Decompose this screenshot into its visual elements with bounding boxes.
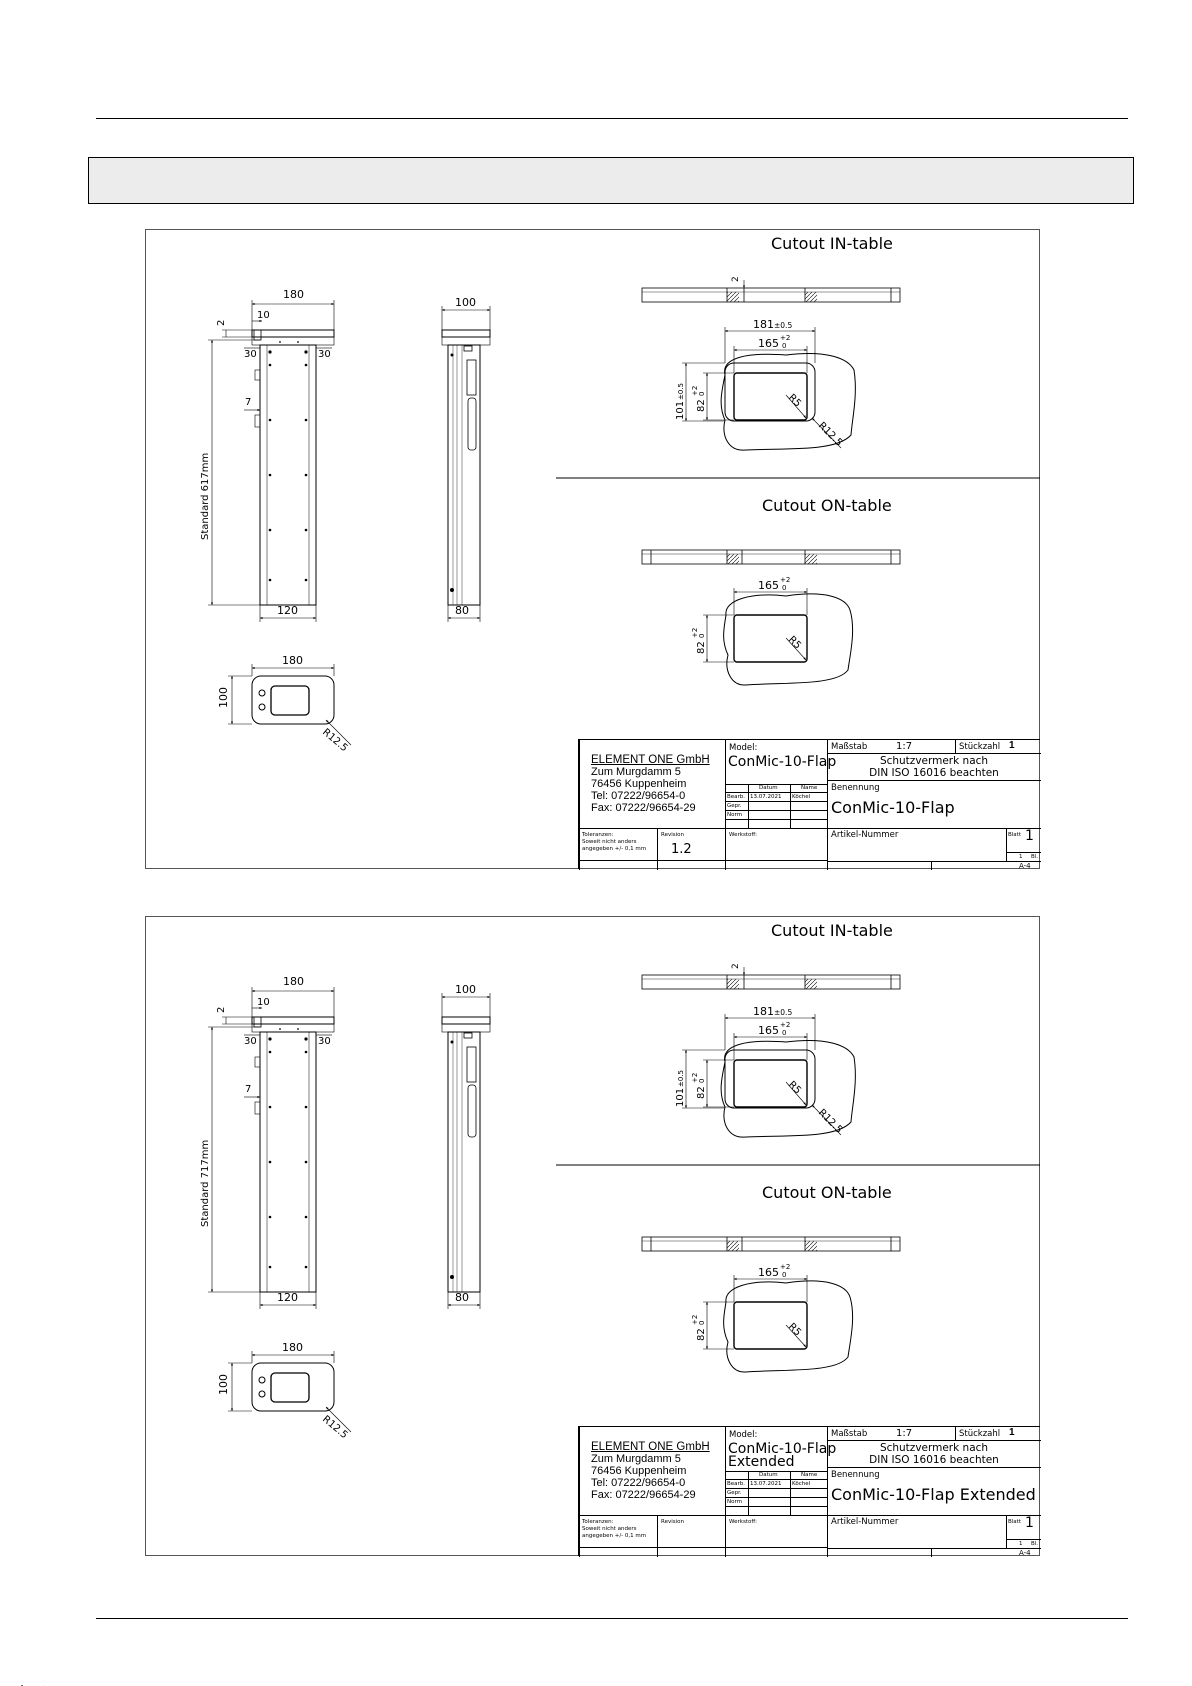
werkstoff-label: Werkstoff: [729,832,757,838]
cutout-in-inner-h: 82 [696,399,707,412]
cutout-on-inner-h-tol-lower: 0 [698,1320,706,1325]
company-street: Zum Murgdamm 5 [591,1453,681,1465]
cutout-in-outer-w-tol: ±0.5 [774,321,793,330]
cutout-on-inner-h-tol-lower: 0 [698,633,706,638]
top-view-screen [271,686,309,715]
front-margin-right-label: 30 [318,1036,331,1047]
company-fax: Fax: 07222/96654-29 [591,1489,696,1501]
side-view [442,306,490,622]
massstab-label: Maßstab [831,1429,868,1439]
cutout-in-outer-h: 101 [675,400,686,420]
cutout-on-r-inner: R5 [785,1321,804,1339]
company-tel: Tel: 07222/96654-0 [591,1477,686,1489]
cutout-in-tol-lower: 0 [782,342,787,350]
datum-label: Datum [759,785,778,791]
front-top-plate [252,330,334,337]
model-line-1: ConMic-10-Flap [728,754,837,770]
side-top-plate [442,330,490,337]
front-margin-left-label: 30 [244,1036,257,1047]
title-block [578,1426,1040,1556]
company-address [591,1441,710,1501]
cutout-in-tol-upper: +2 [780,1021,791,1029]
side-slot [468,1085,476,1137]
cutout-on-section-view [642,550,900,564]
cutout-on-tol-lower: 0 [782,1271,787,1279]
cutout-in-tol-lower: 0 [782,1029,787,1037]
blatt-of: 1 [1019,854,1023,860]
company-street: Zum Murgdamm 5 [591,766,681,778]
side-view [442,993,490,1309]
revision-value: 1.2 [671,842,692,857]
company-address [591,754,710,814]
front-dimensions [208,300,334,622]
front-screw-dots [268,341,307,581]
side-connector-panel [467,1047,476,1082]
drawing-sheet-2 [145,916,1040,1556]
top-view-button-1 [259,1377,265,1383]
front-step-label: 7 [245,397,252,408]
cutout-on-title: Cutout ON-table [762,496,892,515]
tol-line-3: angegeben +/- 0,1 mm [582,1533,647,1539]
front-connector [254,330,261,340]
drawing-sheet-1 [145,229,1040,869]
blatt-value: 1 [1025,828,1034,844]
cutout-on-tol-lower: 0 [782,584,787,592]
model-label: Model: [729,1430,758,1440]
tolerance-note [582,832,646,853]
header-bar [88,157,1134,204]
front-offset-label: 10 [257,310,270,321]
cutout-in-section-view [642,967,900,989]
blatt-label: Blatt [1008,1519,1021,1525]
top-height-label: 100 [217,687,230,708]
cutout-in-outer-w: 181 [753,1005,774,1018]
cutout-in-inner-w: 165 [758,1024,779,1037]
company-tel: Tel: 07222/96654-0 [591,790,686,802]
cutout-in-outer-h-tol: ±0.5 [677,383,685,400]
cutout-on-tol-upper: +2 [780,576,791,584]
company-name: ELEMENT ONE GmbH [591,1441,710,1453]
cutout-in-tol-upper: +2 [780,334,791,342]
cutout-on-plan [703,1275,853,1372]
front-body [260,1032,316,1292]
cutout-in-inner-h-tol-lower: 0 [698,1078,706,1083]
model-line-2: Extended [728,1454,795,1470]
cutout-on-title: Cutout ON-table [762,1183,892,1202]
top-width-label: 180 [282,1341,303,1354]
cutout-on-tol-upper: +2 [780,1263,791,1271]
side-dimensions [442,306,490,622]
revision-label: Revision [661,1519,684,1525]
blatt-unit: Bl. [1031,854,1039,860]
cutout-on-inner-w: 165 [758,1266,779,1279]
cutout-on-section-view [642,1237,900,1251]
top-radius-label: R12.5 [320,726,350,755]
front-step-label: 7 [245,1084,252,1095]
gepr-label: Gepr. [727,803,742,809]
front-offset-label: 10 [257,997,270,1008]
front-width-label: 180 [283,288,304,301]
tol-line-1: Toleranzen: [582,1519,614,1525]
cutout-on-dimensions [703,1275,807,1349]
bearb-date: 13.07.2021 [750,1481,782,1487]
stueckzahl-value: 1 [1009,740,1015,751]
front-body [260,345,316,605]
title-block [578,739,1040,869]
top-view-button-2 [259,704,265,710]
cutout-in-inner-w: 165 [758,337,779,350]
front-screw-dots [268,1028,307,1268]
front-height-label: Standard 717mm [200,1139,211,1227]
tol-line-1: Toleranzen: [582,832,614,838]
top-radius-label: R12.5 [320,1413,350,1442]
company-city: 76456 Kuppenheim [591,778,687,790]
company-fax: Fax: 07222/96654-29 [591,802,696,814]
top-view-screen [271,1373,309,1402]
schutzvermerk [827,755,1041,779]
schutzvermerk [827,1442,1041,1466]
cutout-in-section-view [642,280,900,302]
artikel-label: Artikel-Nummer [831,1517,899,1527]
bearb-date: 13.07.2021 [750,794,782,800]
cutout-in-r-outer: R12.5 [815,420,845,449]
top-view-outline [252,676,334,724]
cutout-in-r-inner: R5 [785,1079,804,1097]
cutout-on-r-inner: R5 [785,634,804,652]
bottom-rule [96,1618,1128,1619]
front-flange [252,1024,334,1032]
cutout-in-title: Cutout IN-table [771,234,893,253]
tolerance-note [582,1519,646,1540]
cutout-on-inner-h: 82 [696,641,707,654]
cutout-in-r-outer: R12.5 [815,1107,845,1136]
front-width-label: 180 [283,975,304,988]
front-lip-label: 2 [216,319,227,326]
cutout-in-depth-label: 2 [731,963,741,969]
cutout-on-inner-h-tol-upper: +2 [691,627,699,638]
model-line-1: ConMic-10-Flap [728,1441,837,1457]
tol-line-3: angegeben +/- 0,1 mm [582,846,647,852]
sheet-format: A-4 [1019,862,1031,870]
benennung-label: Benennung [831,783,880,793]
front-flange [252,337,334,345]
cutout-in-outer-h: 101 [675,1087,686,1107]
benennung-value: ConMic-10-Flap [831,798,955,817]
schutz-line-1: Schutzvermerk nach [879,755,989,767]
company-city: 76456 Kuppenheim [591,1465,687,1477]
benennung-value: ConMic-10-Flap Extended [831,1485,1036,1504]
datum-label: Datum [759,1472,778,1478]
cutout-in-title: Cutout IN-table [771,921,893,940]
schutz-line-1: Schutzvermerk nach [879,1442,989,1454]
cutout-in-inner-h: 82 [696,1086,707,1099]
side-base-label: 80 [455,1291,469,1304]
sheet-format: A-4 [1019,1549,1031,1557]
bearb-name: Köchel [792,1481,811,1487]
side-top-plate [442,1017,490,1024]
cutout-in-outer-h-tol: ±0.5 [677,1070,685,1087]
front-margin-right-label: 30 [318,349,331,360]
top-view-button-2 [259,1391,265,1397]
tol-line-2: Soweit nicht anders [582,839,637,845]
side-top-label: 100 [455,296,476,309]
top-width-label: 180 [282,654,303,667]
massstab-label: Maßstab [831,742,868,752]
bearb-label: Bearb. [727,794,746,800]
top-rule [96,118,1128,119]
cutout-on-dimensions [703,588,807,662]
cutout-in-inner-h-tol-lower: 0 [698,391,706,396]
bearb-label: Bearb. [727,1481,746,1487]
side-connector-panel [467,360,476,395]
front-dimensions [208,987,334,1309]
side-dimensions [442,993,490,1309]
stueckzahl-label: Stückzahl [959,1429,1001,1439]
tol-line-2: Soweit nicht anders [582,1526,637,1532]
cutout-on-inner-h-tol-upper: +2 [691,1314,699,1325]
cutout-on-inner-h: 82 [696,1328,707,1341]
blatt-of: 1 [1019,1541,1023,1547]
front-connector [254,1017,261,1027]
name-label: Name [801,1472,818,1478]
cutout-in-inner-h-tol-upper: +2 [691,385,699,396]
front-base-label: 120 [277,1291,298,1304]
model-label: Model: [729,743,758,753]
front-lip-label: 2 [216,1006,227,1013]
cutout-in-r-inner: R5 [785,392,804,410]
top-view-button-1 [259,690,265,696]
top-height-label: 100 [217,1374,230,1395]
artikel-label: Artikel-Nummer [831,830,899,840]
front-view [208,987,334,1309]
gepr-label: Gepr. [727,1490,742,1496]
top-view-outline [252,1363,334,1411]
side-slot [468,398,476,450]
cutout-on-inner-w: 165 [758,579,779,592]
front-height-label: Standard 617mm [200,452,211,540]
company-name: ELEMENT ONE GmbH [591,754,710,766]
blatt-unit: Bl. [1031,1541,1039,1547]
revision-label: Revision [661,832,684,838]
cutout-in-outer-w: 181 [753,318,774,331]
blatt-value: 1 [1025,1515,1034,1531]
side-base-label: 80 [455,604,469,617]
cutout-in-inner-h-tol-upper: +2 [691,1072,699,1083]
front-margin-left-label: 30 [244,349,257,360]
schutz-line-2: DIN ISO 16016 beachten [869,767,999,779]
benennung-label: Benennung [831,1470,880,1480]
stueckzahl-value: 1 [1009,1427,1015,1438]
name-label: Name [801,785,818,791]
front-top-plate [252,1017,334,1024]
side-top-label: 100 [455,983,476,996]
schutz-line-2: DIN ISO 16016 beachten [869,1454,999,1466]
front-view [208,300,334,622]
stueckzahl-label: Stückzahl [959,742,1001,752]
cutout-in-outer-w-tol: ±0.5 [774,1008,793,1017]
front-base-label: 120 [277,604,298,617]
werkstoff-label: Werkstoff: [729,1519,757,1525]
massstab-value: 1:7 [896,741,913,752]
massstab-value: 1:7 [896,1428,913,1439]
norm-label: Norm [727,812,743,818]
norm-label: Norm [727,1499,743,1505]
blatt-label: Blatt [1008,832,1021,838]
bearb-name: Köchel [792,794,811,800]
cutout-in-depth-label: 2 [731,276,741,282]
cutout-on-plan [703,588,853,685]
